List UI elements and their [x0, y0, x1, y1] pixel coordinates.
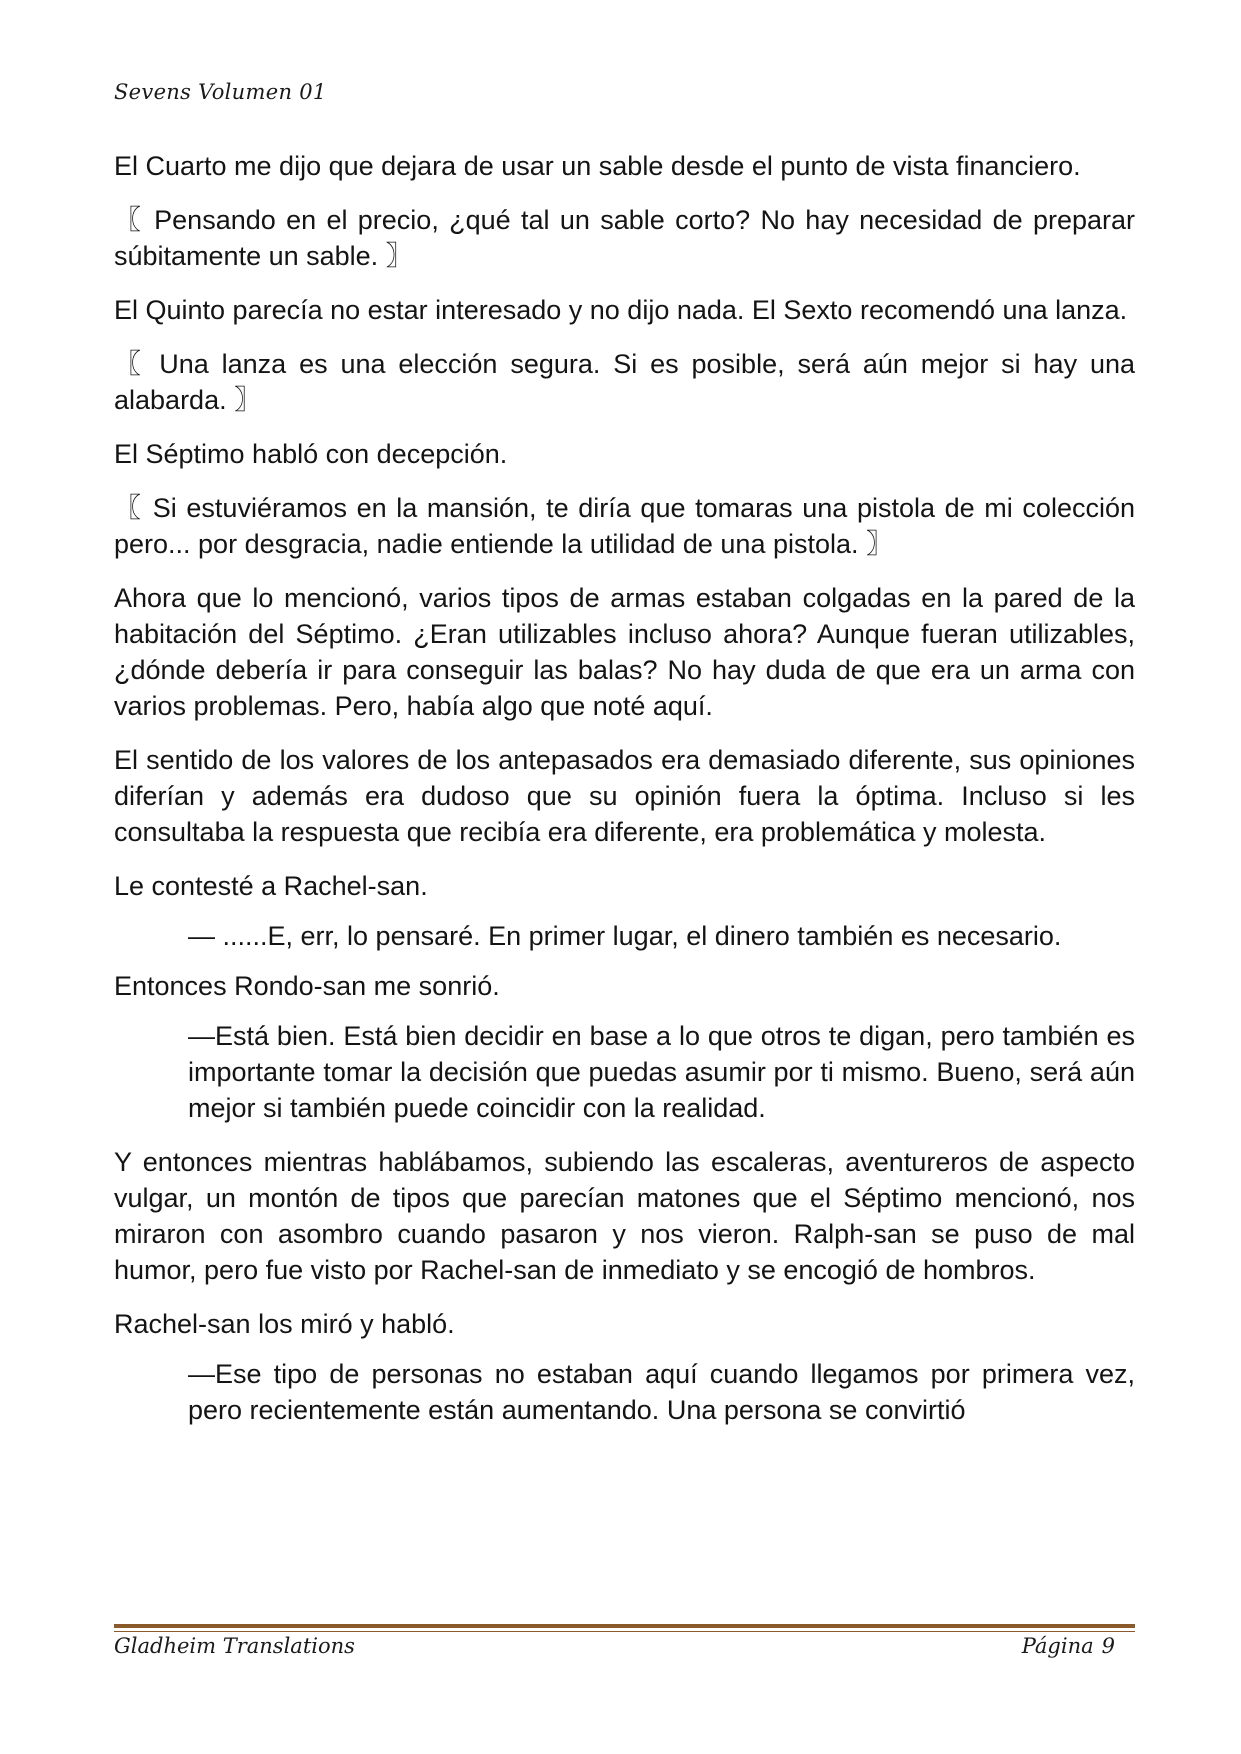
page-body — [114, 148, 1135, 1428]
dialogue-paragraph: —Ese tipo de personas no estaban aquí cuando llegamos por primera vez, pero recientemente están aumentando. Una persona se convirtió — [188, 1359, 1135, 1425]
paragraph: Ahora que lo mencionó, varios tipos de armas estaban colgadas en la pared de la habitación del Séptimo. ¿Eran utilizables incluso ahora? Aunque fueran utilizables, ¿dónde debería ir para conseguir las balas? No hay duda de que era un arma con varios problemas. Pero, había algo que noté aquí. — [114, 583, 1135, 721]
dialogue-paragraph: —Está bien. Está bien decidir en base a lo que otros te digan, pero también es importante tomar la decisión que puedas asumir por ti mismo. Bueno, será aún mejor si también puede coincidir con la realidad. — [188, 1021, 1135, 1123]
dialogue-paragraph: 〖 Una lanza es una elección segura. Si es posible, será aún mejor si hay una alabarda. 〗 — [114, 349, 1135, 415]
paragraph: Rachel-san los miró y habló. — [114, 1309, 455, 1339]
paragraph: Entonces Rondo-san me sonrió. — [114, 971, 500, 1001]
paragraph: El Quinto parecía no estar interesado y no dijo nada. El Sexto recomendó una lanza. — [114, 295, 1128, 325]
paragraph: Le contesté a Rachel-san. — [114, 871, 428, 901]
page-label: Página — [1021, 1634, 1094, 1658]
footer-divider — [114, 1624, 1135, 1628]
paragraph: El sentido de los valores de los antepasados era demasiado diferente, sus opiniones diferían y además era dudoso que su opinión fuera la óptima. Incluso si les consultaba la respuesta que recibía era diferente, era problemática y molesta. — [114, 745, 1135, 847]
paragraph: Y entonces mientras hablábamos, subiendo las escaleras, aventureros de aspecto vulgar, un montón de tipos que parecían matones que el Séptimo mencionó, nos miraron con asombro cuando pasaron y nos vieron. Ralph-san se puso de mal humor, pero fue visto por Rachel-san de inmediato y se encogió de hombros. — [114, 1147, 1135, 1285]
dialogue-paragraph: — ......E, err, lo pensaré. En primer lugar, el dinero también es necesario. — [188, 921, 1062, 951]
dialogue-paragraph: 〖 Si estuviéramos en la mansión, te diría que tomaras una pistola de mi colección pero... por desgracia, nadie entiende la utilidad de una pistola. 〗 — [114, 493, 1135, 559]
paragraph: El Séptimo habló con decepción. — [114, 439, 508, 469]
page-number: 9 — [1101, 1634, 1115, 1658]
footer-publisher: Gladheim Translations — [114, 1634, 355, 1658]
page-header-title: Sevens Volumen 01 — [114, 80, 327, 104]
dialogue-paragraph: 〖 Pensando en el precio, ¿qué tal un sable corto? No hay necesidad de preparar súbitamente un sable. 〗 — [114, 205, 1135, 271]
footer-divider-thin — [114, 1631, 1135, 1632]
paragraph: El Cuarto me dijo que dejara de usar un sable desde el punto de vista financiero. — [114, 151, 1081, 181]
footer-page-number — [1022, 1634, 1115, 1658]
